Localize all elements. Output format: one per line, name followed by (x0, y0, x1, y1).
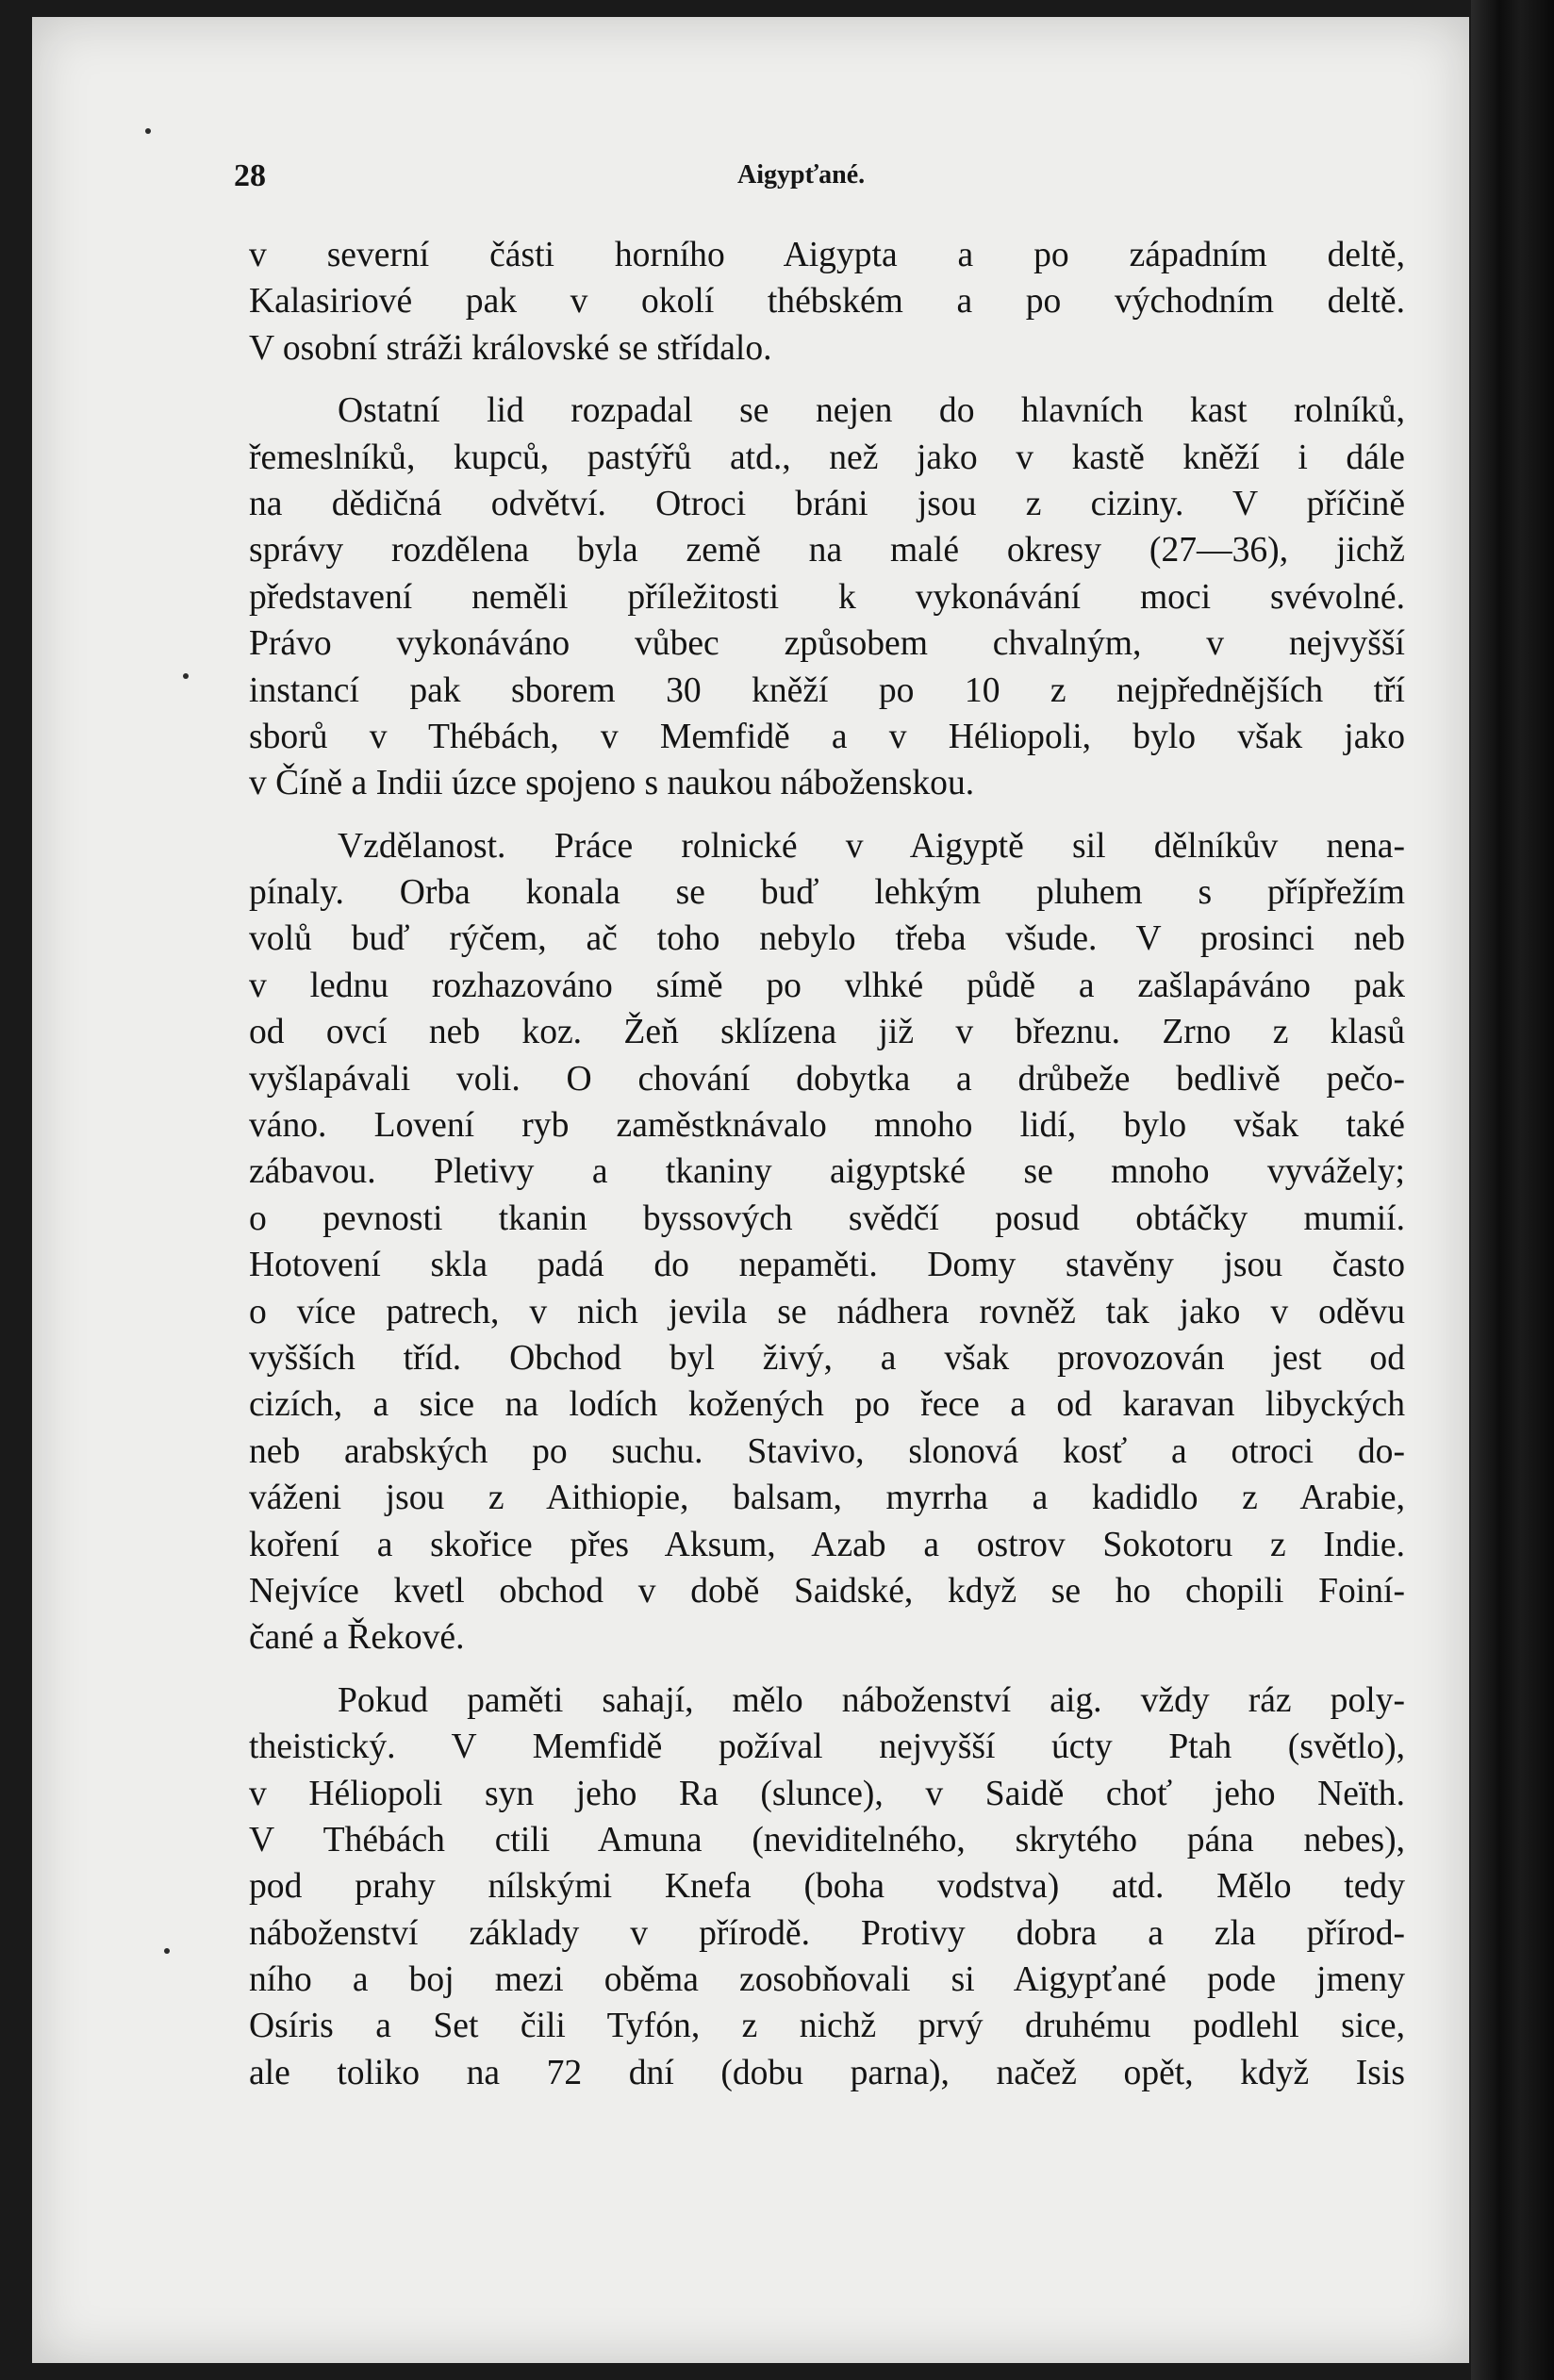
text-line: V Thébách ctili Amuna (neviditelného, skrytého pána nebes), (249, 1820, 1405, 1859)
text-line: neb arabských po suchu. Stavivo, slonová kosť a otroci do- (249, 1431, 1405, 1471)
running-head (32, 158, 1469, 196)
text-line: vyšlapávali voli. O chování dobytka a drůbeže bedlivě pečo- (249, 1059, 1405, 1099)
text-line: zábavou. Pletivy a tkaniny aigyptské se mnoho vyvážely; (249, 1152, 1405, 1192)
text-line: váženi jsou z Aithiopie, balsam, myrrha a kadidlo z Arabie, (249, 1479, 1405, 1518)
text-line: od ovcí neb koz. Žeň sklízena již v březnu. Zrno z klasů (249, 1013, 1405, 1052)
body-text (249, 232, 1405, 2096)
running-title: Aigypťané. (737, 160, 866, 190)
book-binding-edge (1471, 0, 1554, 2380)
text-line: pod prahy nílskými Knefa (boha vodstva) atd. Mělo tedy (249, 1867, 1405, 1907)
text-line: pínaly. Orba konala se buď lehkým pluhem s přípřežím (249, 873, 1405, 913)
text-line: váno. Lovení ryb zaměstknávalo mnoho lidí, bylo však také (249, 1106, 1405, 1146)
text-line: vyšších tříd. Obchod byl živý, a však provozován jest od (249, 1338, 1405, 1378)
book-page (32, 17, 1469, 2363)
text-line: Právo vykonáváno vůbec způsobem chvalným, v nejvyšší (249, 624, 1405, 664)
text-line: na dědičná odvětví. Otroci bráni jsou z ciziny. V příčině (249, 484, 1405, 523)
text-line: řemeslníků, kupců, pastýřů atd., než jako v kastě kněží i dále (249, 438, 1405, 477)
text-line: Osíris a Set čili Tyfón, z nichž prvý druhému podlehl sice, (249, 2007, 1405, 2046)
text-line: instancí pak sborem 30 kněží po 10 z nejpřednějších tří (249, 670, 1405, 710)
text-line: v Héliopoli syn jeho Ra (slunce), v Saidě choť jeho Neïth. (249, 1774, 1405, 1813)
page-number: 28 (234, 158, 266, 193)
text-line: v severní části horního Aigypta a po západním deltě, (249, 236, 1405, 274)
text-line: koření a skořice přes Aksum, Azab a ostrov Sokotoru z Indie. (249, 1525, 1405, 1564)
print-speck (145, 128, 151, 134)
text-line: ního a boj mezi oběma zosobňovali si Aigypťané pode jmeny (249, 1960, 1405, 2000)
text-line: čané a Řekové. (249, 1618, 465, 1658)
text-line: v Číně a Indii úzce spojeno s naukou náboženskou. (249, 764, 975, 803)
text-line: Hotovení skla padá do nepaměti. Domy stavěny jsou často (249, 1246, 1405, 1285)
text-line: náboženství základy v přírodě. Protivy dobra a zla přírod- (249, 1913, 1405, 1953)
text-line: Vzdělanost. Práce rolnické v Aigyptě sil dělníkův nena- (338, 826, 1405, 866)
text-line: Ostatní lid rozpadal se nejen do hlavních kast rolníků, (338, 391, 1405, 431)
text-line: sborů v Thébách, v Memfidě a v Héliopoli, bylo však jako (249, 717, 1405, 756)
text-line: V osobní stráži královské se střídalo. (249, 328, 772, 368)
text-line: Kalasiriové pak v okolí thébském a po východním deltě. (249, 282, 1405, 322)
print-speck (164, 1948, 170, 1954)
text-line: Nejvíce kvetl obchod v době Saidské, když se ho chopili Foiní- (249, 1571, 1405, 1611)
text-line: ale toliko na 72 dní (dobu parna), načež opět, když Isis (249, 2053, 1405, 2092)
text-line: o více patrech, v nich jevila se nádhera rovněž tak jako v oděvu (249, 1292, 1405, 1331)
text-line: o pevnosti tkanin byssových svědčí posud obtáčky mumií. (249, 1198, 1405, 1238)
print-speck (183, 673, 189, 679)
text-line: volů buď rýčem, ač toho nebylo třeba všude. V prosinci neb (249, 919, 1405, 959)
paragraph-vzdelanost (249, 823, 1405, 1661)
text-line: Pokud paměti sahají, mělo náboženství aig. vždy ráz poly- (338, 1680, 1405, 1720)
paragraph-castes (249, 232, 1405, 372)
paragraph-ostatni-lid (249, 388, 1405, 807)
paragraph-nabozenstvi (249, 1678, 1405, 2097)
text-line: představení neměli příležitosti k vykonávání moci svévolné. (249, 577, 1405, 617)
text-line: v lednu rozhazováno símě po vlhké půdě a zašlapáváno pak (249, 966, 1405, 1005)
text-line: cizích, a sice na lodích kožených po řece a od karavan libyckých (249, 1385, 1405, 1425)
text-line: správy rozdělena byla země na malé okresy (27—36), jichž (249, 531, 1405, 570)
text-line: theistický. V Memfidě požíval nejvyšší úcty Ptah (světlo), (249, 1727, 1405, 1767)
